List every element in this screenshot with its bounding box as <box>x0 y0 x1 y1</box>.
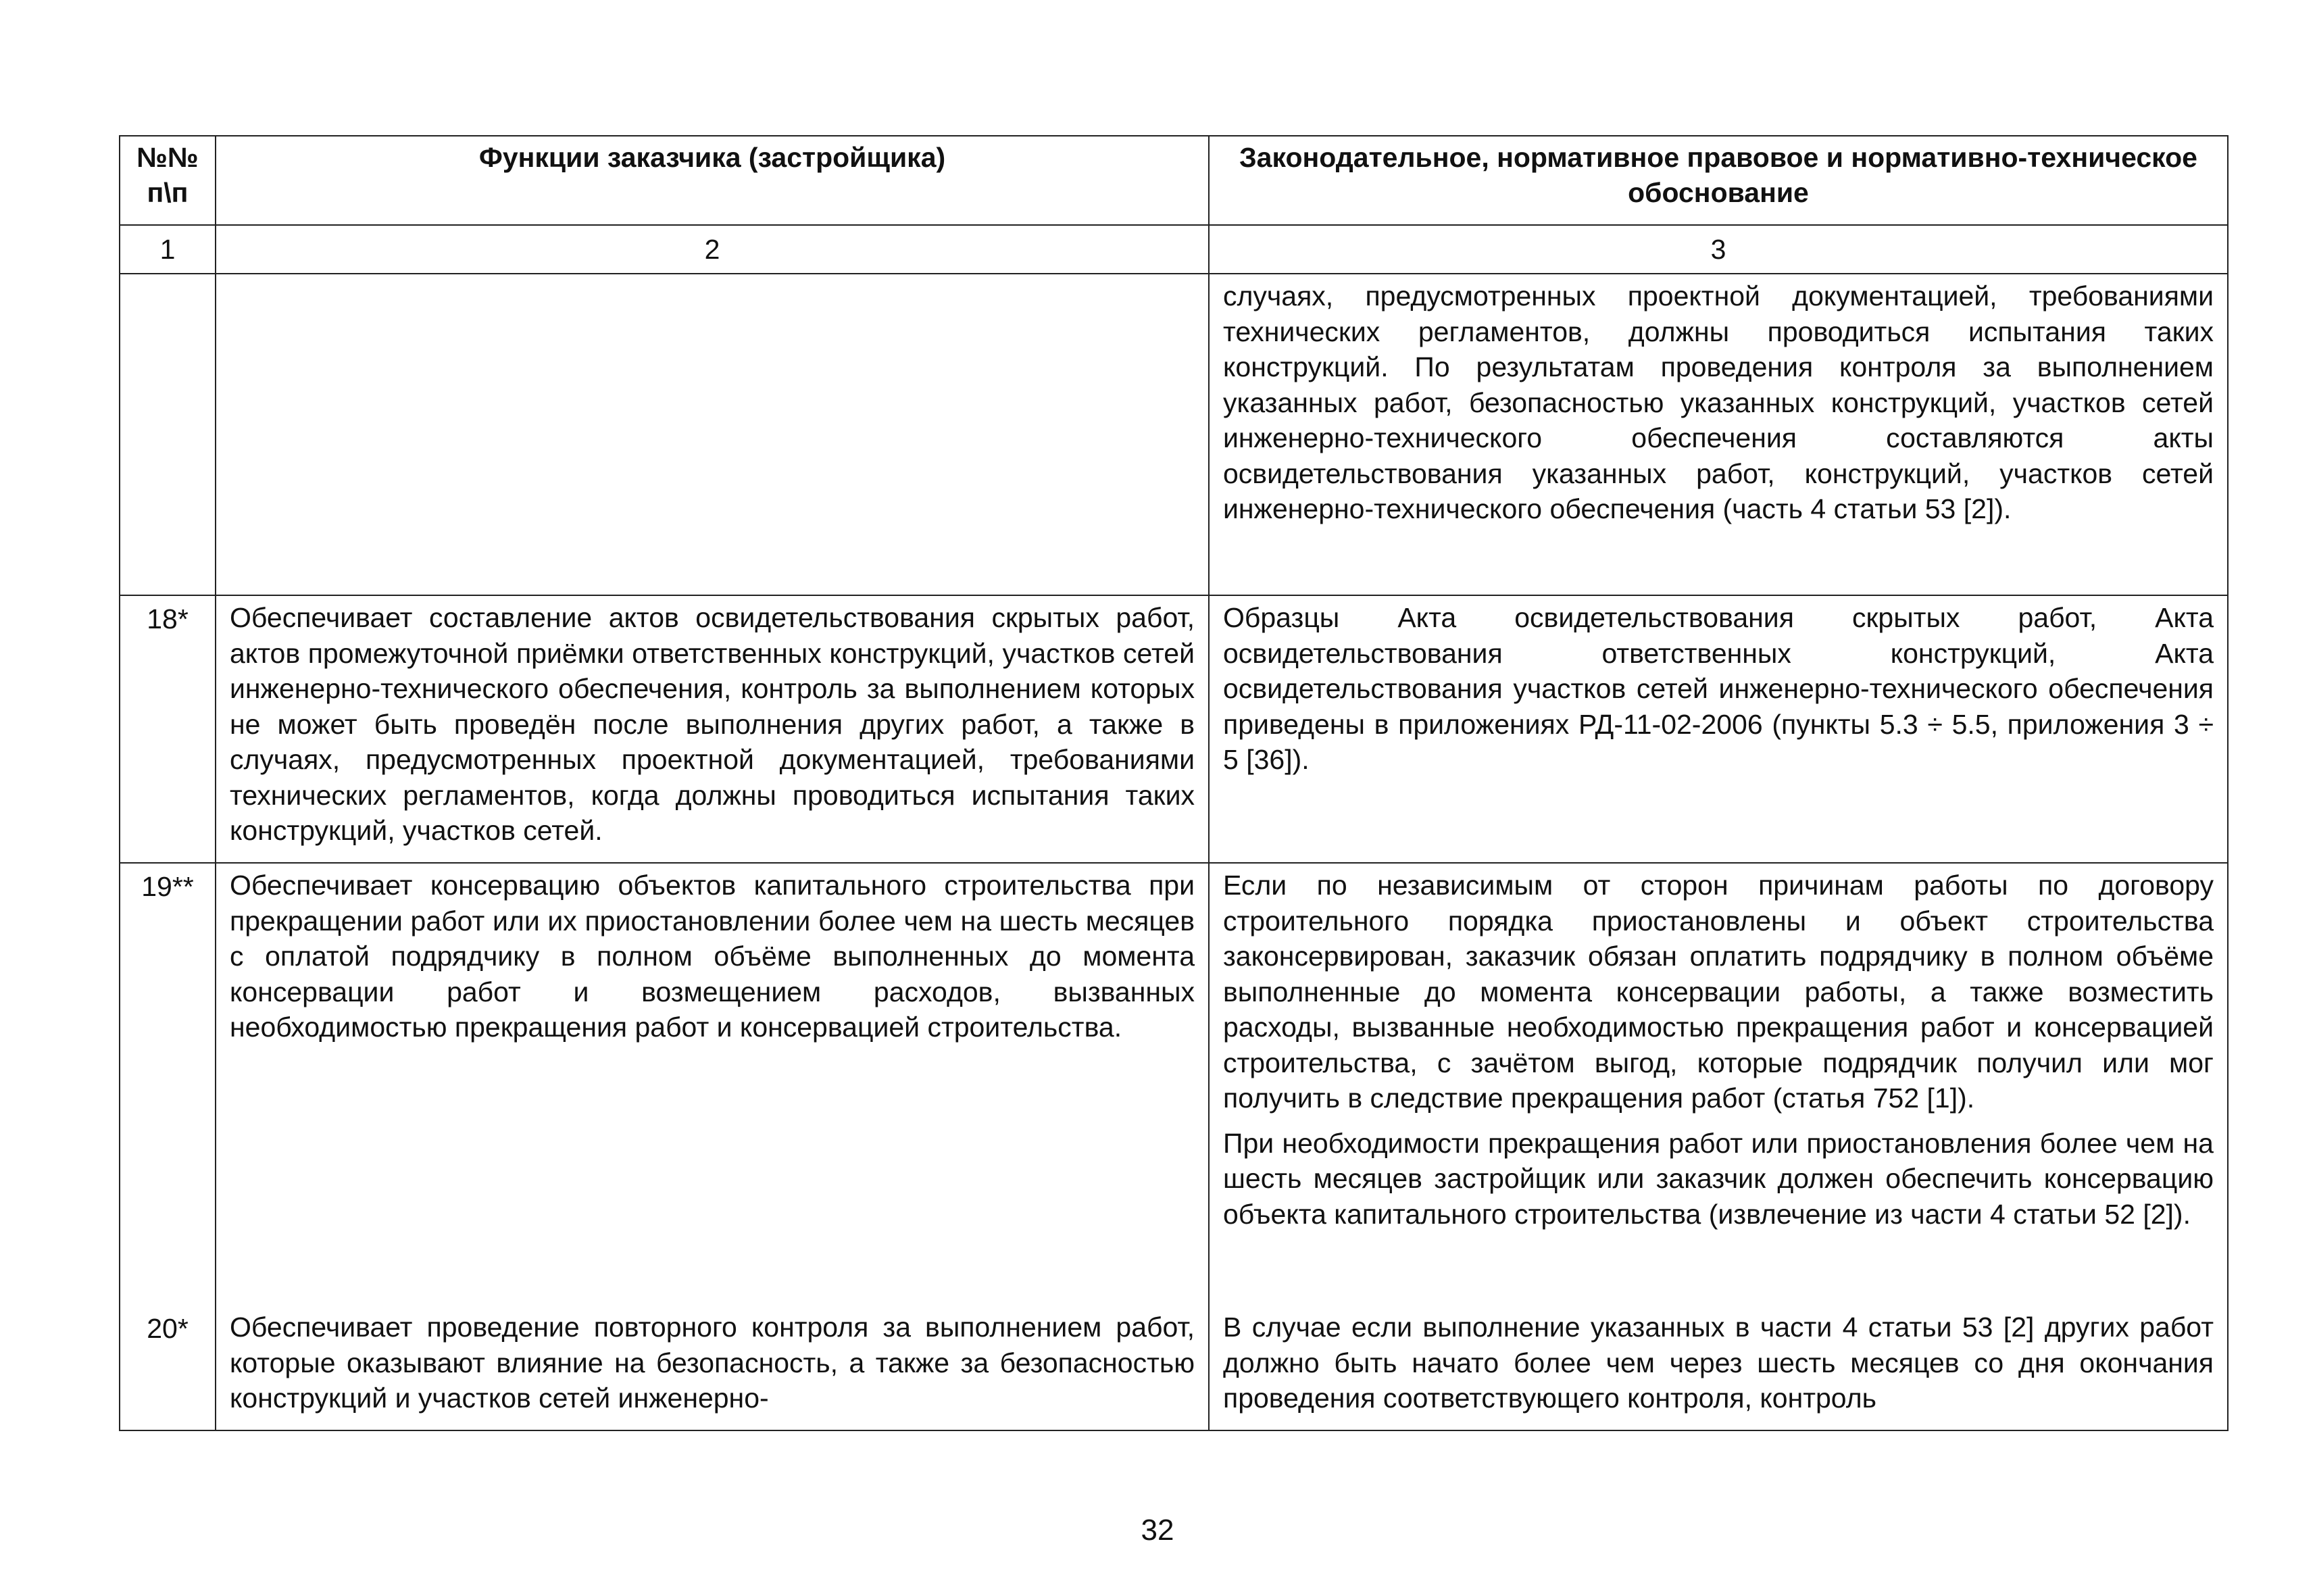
table-row <box>120 1305 2228 1430</box>
row-number: 18* <box>120 595 216 863</box>
functions-table <box>119 135 2229 1431</box>
row-basis <box>1209 274 2228 595</box>
table-row <box>120 595 2228 863</box>
table-row <box>120 863 2228 1305</box>
row-function: Обеспечивает проведение повторного контроля за выполнением работ, которые оказывают влияние на безопасность, а также за безопасностью конструкций и участков сетей инженерно- <box>216 1305 1209 1430</box>
basis-paragraph: В случае если выполнение указанных в части 4 статьи 53 [2] других работ должно быть начато более чем через шесть месяцев со дня окончания проведения соответствующего контроля, контроль <box>1223 1312 2214 1414</box>
header-number-label: №№ п\п <box>136 142 199 208</box>
column-number: 1 <box>120 225 216 274</box>
row-number: 20* <box>120 1305 216 1430</box>
row-number <box>120 274 216 595</box>
basis-paragraph: случаях, предусмотренных проектной документацией, требованиями технических регламентов, должны проводиться испытания таких конструкций. По результатам проведения контроля за выполнением указанных работ, безопасностью указанных конструкций, участков сетей инженерно-технического обеспечения составляются акты освидетельствования указанных работ, конструкций, участков сетей инженерно-технического обеспечения (часть 4 статьи 53 [2]). <box>1223 280 2214 524</box>
row-function <box>216 274 1209 595</box>
basis-paragraph: Если по независимым от сторон причинам работы по договору строительного порядка приостановлены и объект строительства законсервирован, заказчик обязан оплатить подрядчику в полном объёме выполненные до момента консервации работы, а также возместить расходы, вызванные необходимостью прекращения работ и консервацией строительства, с зачётом выгод, которые подрядчик получил или мог получить в следствие прекращения работ (статья 752 [1]). <box>1223 870 2214 1114</box>
row-number: 19** <box>120 863 216 1305</box>
document-page <box>119 135 2227 1431</box>
row-basis <box>1209 863 2228 1305</box>
basis-paragraph: Образцы Акта освидетельствования скрытых работ, Акта освидетельствования ответственных конструкций, Акта освидетельствования участков сетей инженерно-технического обеспечения приведены в приложениях РД-11-02-2006 (пункты 5.3 ÷ 5.5, приложения 3 ÷ 5 [36]). <box>1223 602 2214 775</box>
basis-paragraph: При необходимости прекращения работ или приостановления более чем на шесть месяцев застройщик или заказчик должен обеспечить консервацию объекта капитального строительства (извлечение из части 4 статьи 52 [2]). <box>1223 1127 2214 1230</box>
header-basis-label: Законодательное, нормативное правовое и нормативно-техническое обоснование <box>1239 142 2197 208</box>
row-function: Обеспечивает составление актов освидетельствования скрытых работ, актов промежуточной приёмки ответственных конструкций, участков сетей инженерно-технического обеспечения, контроль за выполнением которых не может быть проведён после выполнения других работ, а также в случаях, предусмотренных проектной документацией, требованиями технических регламентов, когда должны проводиться испытания таких конструкций, участков сетей. <box>216 595 1209 863</box>
column-number-row <box>120 225 2228 274</box>
page-number: 32 <box>1141 1514 1174 1547</box>
row-basis <box>1209 595 2228 863</box>
header-basis <box>1209 136 2228 225</box>
column-number: 2 <box>216 225 1209 274</box>
table-row <box>120 274 2228 595</box>
row-basis <box>1209 1305 2228 1430</box>
row-function: Обеспечивает консервацию объектов капитального строительства при прекращении работ или их приостановлении более чем на шесть месяцев с оплатой подрядчику в полном объёме выполненных до момента консервации работ и возмещением расходов, вызванных необходимостью прекращения работ и консервацией строительства. <box>216 863 1209 1305</box>
header-functions-label: Функции заказчика (застройщика) <box>478 142 946 173</box>
column-number: 3 <box>1209 225 2228 274</box>
table-header-row <box>120 136 2228 225</box>
header-number <box>120 136 216 225</box>
header-functions <box>216 136 1209 225</box>
